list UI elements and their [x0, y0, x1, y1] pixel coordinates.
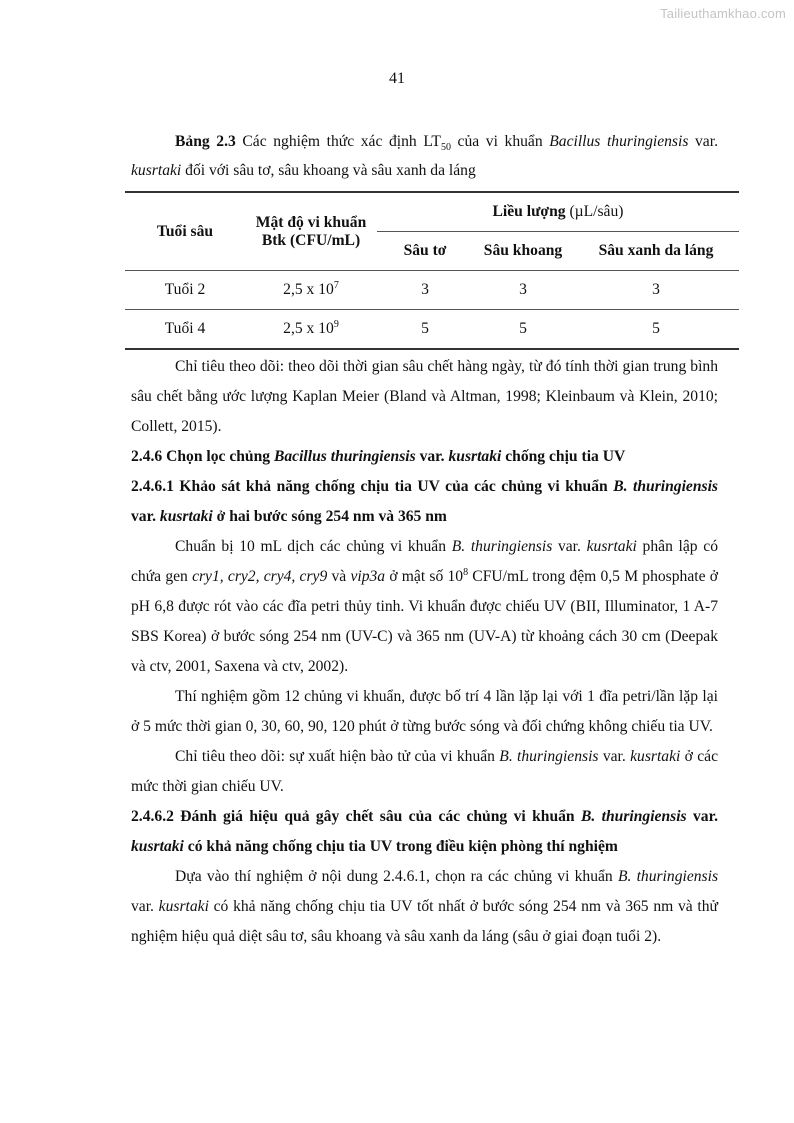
paragraph-preparation: Chuẩn bị 10 mL dịch các chủng vi khuẩn B. thuringiensis var. kusrtaki phân lập có chứa gen cry1, cry2, cry4, cry9 và vip3a ở mật số $10^8$ CFU/mL trong đệm 0,5 M phosphate ở pH 6,8 được rót vào các đĩa petri thủy tinh. Vi khuẩn được chiếu UV (BII, Illuminator, 1 A-7 SBS Korea) ở bước sóng 254 nm (UV-C) và 365 nm (UV-A) từ khoảng cách 30 cm (Deepak và ctv, 2001, Saxena và ctv, 2002). — [131, 538, 719, 675]
cell-value: 3 — [377, 271, 473, 310]
heading-2-4-6-1: 2.4.6.1 Khảo sát khả năng chống chịu tia UV của các chủng vi khuẩn B. thuringiensis var. kusrtaki ở hai bước sóng 254 nm và 365 nm — [131, 478, 718, 525]
cell-value: 5 — [377, 310, 473, 350]
header-sau-khoang: Sâu khoang — [473, 232, 573, 271]
paragraph-experiment: Thí nghiệm gồm 12 chủng vi khuẩn, được bố trí 4 lần lặp lại với 1 đĩa petri/lần lặp lại ở 5 mức thời gian 0, 30, 60, 90, 120 phút ở từng bước sóng và đối chứng không chiếu tia UV. — [131, 688, 718, 735]
cell-value: 5 — [573, 310, 739, 350]
cell-age: Tuổi 4 — [125, 310, 245, 350]
header-age: Tuổi sâu — [125, 192, 245, 271]
page-number: 41 — [389, 70, 405, 87]
cell-density: 2,5 x $10^7$ — [245, 271, 377, 310]
heading-2-4-6-2: 2.4.6.2 Đánh giá hiệu quả gây chết sâu của các chủng vi khuẩn B. thuringiensis var. kusrtaki có khả năng chống chịu tia UV trong điều kiện phòng thí nghiệm — [131, 808, 718, 855]
cell-value: 3 — [473, 271, 573, 310]
table-row — [125, 271, 739, 310]
heading-2-4-6: 2.4.6 Chọn lọc chủng Bacillus thuringiensis var. kusrtaki chống chịu tia UV — [131, 448, 626, 465]
table-container — [131, 191, 718, 350]
header-sau-xanh: Sâu xanh da láng — [573, 232, 739, 271]
paragraph-monitoring-spores: Chỉ tiêu theo dõi: sự xuất hiện bào tử của vi khuẩn B. thuringiensis var. kusrtaki ở các mức thời gian chiếu UV. — [131, 748, 719, 795]
header-sau-to: Sâu tơ — [377, 232, 473, 271]
table-caption: Bảng 2.3 Các nghiệm thức xác định $LT_{50}$ của vi khuẩn Bacillus thuringiensis var. kusrtaki đối với sâu tơ, sâu khoang và sâu xanh da láng — [131, 133, 718, 179]
page-content — [131, 127, 718, 952]
paragraph-monitoring: Chỉ tiêu theo dõi: theo dõi thời gian sâu chết hàng ngày, từ đó tính thời gian trung bình sâu chết bằng ước lượng Kaplan Meier (Bland và Altman, 1998; Kleinbaum và Klein, 2010; Collett, 2015). — [131, 358, 718, 435]
header-density: Mật độ vi khuẩn Btk (CFU/mL) — [245, 192, 377, 271]
paragraph-selection: Dựa vào thí nghiệm ở nội dung 2.4.6.1, chọn ra các chủng vi khuẩn B. thuringiensis var. kusrtaki có khả năng chống chịu tia UV tốt nhất ở bước sóng 254 nm và 365 nm và thử nghiệm hiệu quả diệt sâu tơ, sâu khoang và sâu xanh da láng (sâu ở giai đoạn tuổi 2). — [131, 868, 719, 945]
table-row — [125, 310, 739, 350]
data-table — [125, 191, 739, 350]
cell-value: 5 — [473, 310, 573, 350]
cell-density: 2,5 x $10^9$ — [245, 310, 377, 350]
watermark: Tailieuthamkhao.com — [660, 6, 786, 21]
cell-age: Tuổi 2 — [125, 271, 245, 310]
cell-value: 3 — [573, 271, 739, 310]
header-dose: Liều lượng (µL/sâu) — [377, 192, 739, 232]
